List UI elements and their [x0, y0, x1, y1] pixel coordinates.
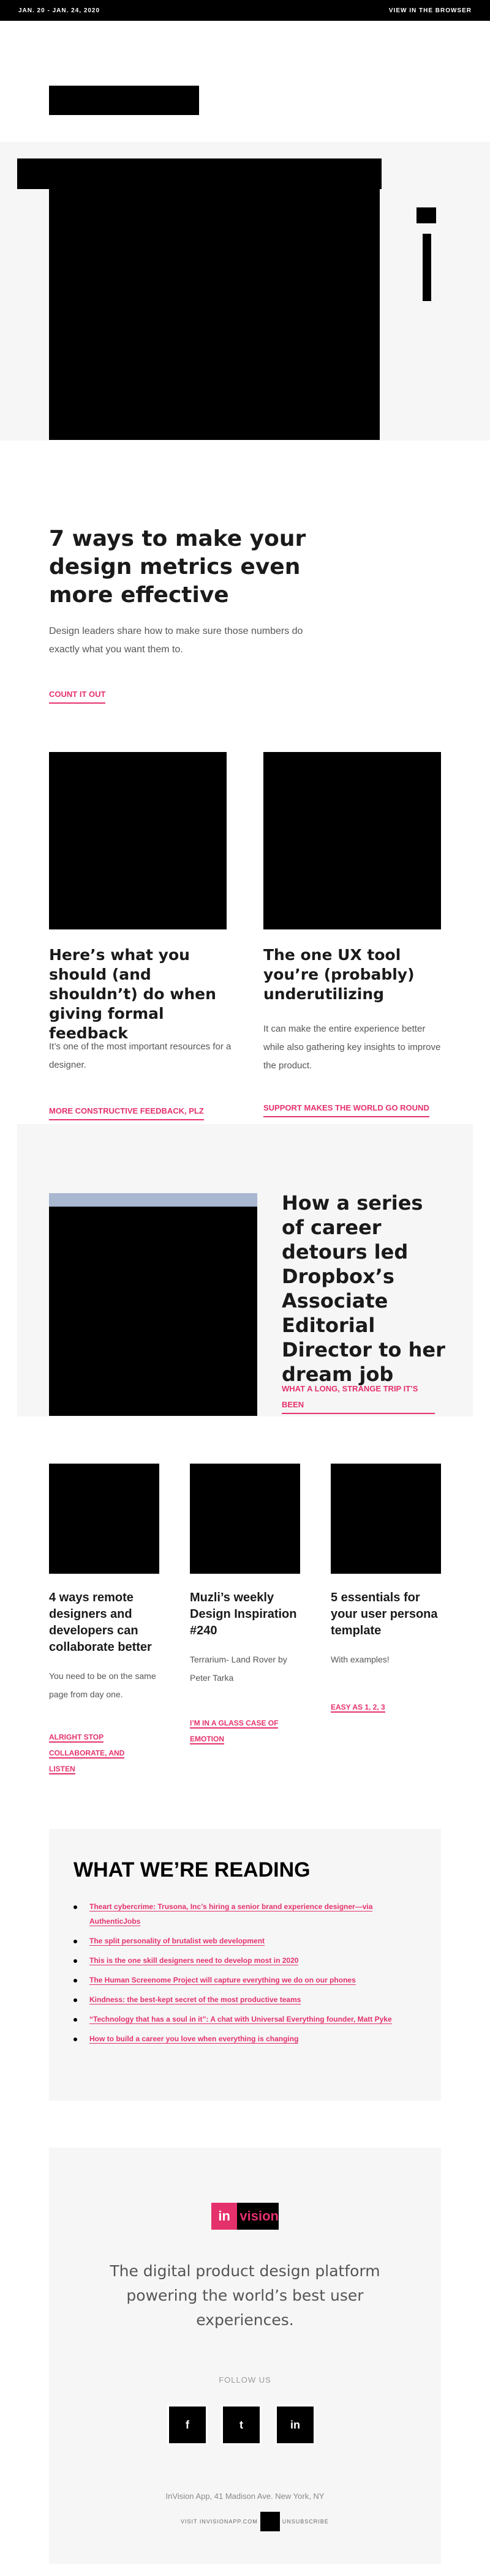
reading-link[interactable]: Theart cybercrime: Trusona, Inc’s hiring a senior brand experience designer—via AuthenticJobs	[89, 1902, 373, 1926]
reading-list-item	[74, 1899, 417, 1929]
small-card-cta-wrap	[331, 1699, 435, 1715]
small-card-description: You need to be on the same page from day one.	[49, 1671, 156, 1699]
reading-link[interactable]: The split personality of brutalist web development	[89, 1937, 265, 1945]
card-image[interactable]	[263, 752, 441, 929]
hero-logo-image	[49, 86, 199, 115]
card-image[interactable]	[49, 752, 227, 929]
invision-logo[interactable]	[211, 2203, 279, 2230]
small-card-title[interactable]: Muzli’s weekly Design Inspiration #240	[190, 1591, 297, 1637]
small-card-image[interactable]	[331, 1464, 441, 1574]
card-cta-link[interactable]: SUPPORT MAKES THE WORLD GO ROUND	[263, 1100, 429, 1117]
twitter-icon[interactable]	[221, 2405, 262, 2445]
reading-list-item	[74, 1934, 417, 1948]
linkedin-glyph: in	[290, 2418, 300, 2431]
follow-us-label: FOLLOW US	[219, 2375, 271, 2384]
small-card-cta-wrap	[49, 1729, 141, 1777]
feature-title[interactable]: How a series of career detours led Dropbox’s Associate Editorial Director to her dream job	[282, 1191, 445, 1386]
card-title[interactable]: Here’s what you should (and shouldn’t) do when giving formal feedback	[49, 946, 216, 1042]
unsubscribe-link[interactable]: UNSUBSCRIBE	[282, 2518, 329, 2525]
hero-decoration-square	[417, 207, 436, 223]
reading-link[interactable]: “Technology that has a soul in it”: A chat with Universal Everything founder, Matt Pyke	[89, 2015, 392, 2023]
footer-address: InVision App, 41 Madison Ave. New York, NY	[165, 2492, 325, 2501]
footer	[49, 2148, 441, 2564]
feature-image-accent	[49, 1193, 257, 1207]
logo-vision-text: vision	[237, 2203, 279, 2230]
facebook-icon[interactable]	[167, 2405, 208, 2445]
reading-link[interactable]: This is the one skill designers need to develop most in 2020	[89, 1956, 299, 1965]
reading-link[interactable]: Kindness: the best-kept secret of the most productive teams	[89, 1995, 301, 2004]
logo-in-text: in	[211, 2203, 237, 2230]
small-card-cta-link[interactable]: ALRIGHT STOP COLLABORATE, AND LISTEN	[49, 1733, 125, 1773]
hero-title[interactable]: 7 ways to make your design metrics even more effective	[49, 526, 306, 608]
small-card-title[interactable]: 5 essentials for your user persona template	[331, 1591, 438, 1637]
date-range: JAN. 20 - JAN. 24, 2020	[18, 7, 100, 14]
hero-decoration-bar	[423, 234, 431, 301]
small-card-image[interactable]	[49, 1464, 159, 1574]
facebook-glyph: f	[186, 2418, 189, 2431]
small-card-description: Terrarium- Land Rover by Peter Tarka	[190, 1655, 287, 1683]
footer-tagline: The digital product design platform powering the world’s best user experiences.	[110, 2262, 380, 2329]
twitter-glyph: t	[239, 2418, 243, 2431]
reading-list-item	[74, 1953, 417, 1968]
hero-cta-link[interactable]: COUNT IT OUT	[49, 687, 105, 704]
card-cta-link[interactable]: MORE CONSTRUCTIVE FEEDBACK, PLZ	[49, 1103, 204, 1120]
top-bar	[0, 0, 490, 21]
reading-link[interactable]: How to build a career you love when everything is changing	[89, 2034, 299, 2043]
linkedin-icon[interactable]	[275, 2405, 315, 2445]
small-card-image[interactable]	[190, 1464, 300, 1574]
small-card-cta-wrap	[190, 1715, 294, 1747]
reading-list-item	[74, 2012, 417, 2027]
footer-separator	[260, 2512, 280, 2531]
feature-cta-link[interactable]: WHAT A LONG, STRANGE TRIP IT’S BEEN	[282, 1381, 435, 1414]
reading-list	[74, 1899, 417, 2051]
reading-list-item	[74, 1992, 417, 2007]
small-card-title[interactable]: 4 ways remote designers and developers can collaborate better	[49, 1591, 152, 1654]
small-card-cta-link[interactable]: I’M IN A GLASS CASE OF EMOTION	[190, 1719, 279, 1743]
social-links	[167, 2405, 315, 2445]
reading-section	[49, 1829, 441, 2101]
reading-list-item	[74, 2031, 417, 2046]
hero-description: Design leaders share how to make sure those numbers do exactly what you want them to.	[49, 626, 303, 655]
hero-image[interactable]	[49, 158, 380, 440]
card-description: It can make the entire experience better while also gathering key insights to improve the product.	[263, 1024, 441, 1071]
reading-link[interactable]: The Human Screenome Project will capture everything we do on our phones	[89, 1976, 356, 1984]
card-description: It’s one of the most important resources for a designer.	[49, 1041, 232, 1070]
footer-links	[181, 2512, 329, 2531]
view-in-browser-link[interactable]: VIEW IN THE BROWSER	[388, 7, 472, 14]
reading-heading: WHAT WE’RE READING	[74, 1858, 311, 1882]
feature-image[interactable]	[49, 1193, 257, 1416]
visit-site-link[interactable]: VISIT INVISIONAPP.COM	[181, 2518, 258, 2525]
card-title[interactable]: The one UX tool you’re (probably) underutilizing	[263, 946, 415, 1003]
small-card-description: With examples!	[331, 1655, 390, 1664]
small-card-cta-link[interactable]: EASY AS 1, 2, 3	[331, 1703, 385, 1711]
reading-list-item	[74, 1973, 417, 1987]
